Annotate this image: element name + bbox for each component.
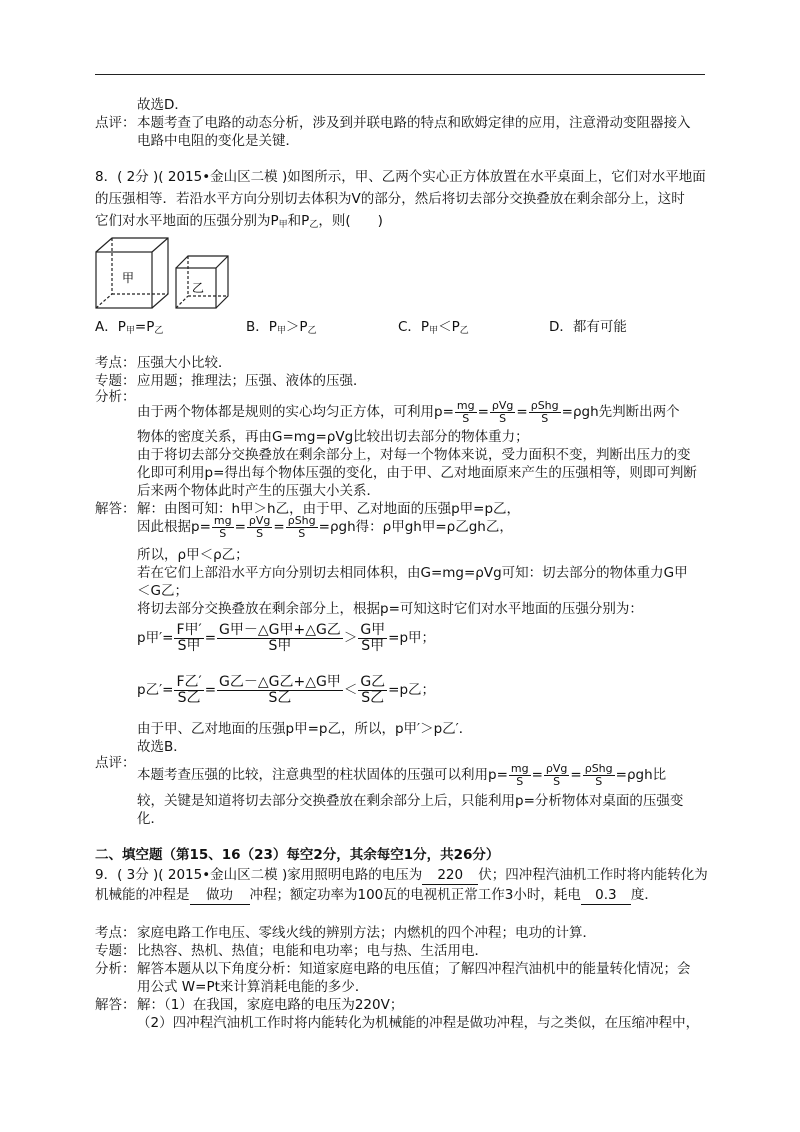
prev-comment-line2: 电路中电阻的变化是关键． bbox=[137, 133, 299, 149]
a8-pingyu-line1: 本题考查压强的比较，注意典型的柱状固体的压强可以利用p= $\frac{mg}{S}$ = $\frac{\text{ρVg}}{S}$ = $\frac{\text{ρShg}}{S}$ =ρgh比 bbox=[137, 761, 667, 788]
a9-fenxi-line1: 解答本题从以下角度分析：知道家庭电路的电压值；了解四冲程汽油机中的能量转化情况；会 bbox=[137, 961, 691, 977]
header-rule bbox=[95, 74, 705, 75]
a9-zhuanti-label: 专题： bbox=[95, 943, 136, 959]
q9-answer-3: 0.3 bbox=[581, 886, 631, 905]
a9-kaodian: 家庭电路工作电压、零线火线的辨别方法；内燃机的四个冲程；电功的计算． bbox=[137, 925, 596, 941]
option-c: C．$P_甲<P_乙$ bbox=[398, 319, 469, 336]
option-a: A．$P_甲=P_乙$ bbox=[95, 319, 164, 336]
a8-jieda-line3: 所以，ρ甲＜ρ乙； bbox=[137, 547, 249, 563]
a8-jieda-line8: 故选B． bbox=[137, 739, 187, 755]
a8-pingyu-line2: 较，关键是知道将切去部分交换叠放在剩余部分上后，只能利用p=分析物体对桌面的压强变 bbox=[137, 793, 684, 809]
a9-jieda-line2: （2）四冲程汽油机工作时将内能转化为机械能的冲程是做功冲程，与之类似，在压缩冲程中， bbox=[137, 1015, 700, 1031]
a8-equation-1: p甲′= $\frac{\text{F甲′}}{\text{S甲}}$ = $\frac{\text{G甲－△G甲+△G乙}}{\text{S甲}}$ ＞ $\frac{\text{G甲}}{\text{S甲}}$ =p甲； bbox=[137, 621, 436, 654]
a8-jieda-line2: 因此根据p= $\frac{mg}{S}$ = $\frac{\text{ρVg}}{S}$ = $\frac{\text{ρShg}}{S}$ =ρgh得：ρ甲gh甲=ρ乙gh乙， bbox=[137, 513, 513, 540]
a8-equation-2: p乙′= $\frac{\text{F乙′}}{\text{S乙}}$ = $\frac{\text{G乙－△G乙+△G甲}}{\text{S乙}}$ ＜ $\frac{\text{G乙}}{\text{S乙}}$ =p乙； bbox=[137, 673, 436, 706]
a9-jieda-label: 解答： bbox=[95, 997, 136, 1013]
a9-zhuanti: 比热容、热机、热值；电能和电功率；电与热、生活用电． bbox=[137, 943, 488, 959]
a8-zhuanti-label: 专题： bbox=[95, 373, 136, 389]
a9-fenxi-line2: 用公式 W=Pt来计算消耗电能的多少． bbox=[137, 979, 369, 995]
a8-fenxi-line3: 由于将切去部分交换叠放在剩余部分上，对每一个物体来说，受力面积不变，判断出压力的变 bbox=[137, 447, 691, 463]
q9-line2: 机械能的冲程是 做功 冲程；额定功率为100瓦的电视机正常工作3小时，耗电 0.3 度． bbox=[95, 887, 658, 903]
option-d: D．都有可能 bbox=[549, 319, 627, 335]
a8-jieda-line1: 解：由图可知：h甲＞h乙，由于甲、乙对地面的压强p甲=p乙， bbox=[137, 501, 521, 517]
cube-b-label: 乙 bbox=[192, 281, 205, 295]
q9-answer-2: 做功 bbox=[190, 886, 250, 905]
q9-line1: 9．( 3分 )( 2015•金山区二模 )家用照明电路的电压为 220 伏；四冲程汽油机工作时将内能转化为 bbox=[95, 867, 708, 883]
a8-jieda-line5: ＜G乙； bbox=[137, 583, 188, 599]
a8-zhuanti: 应用题；推理法；压强、液体的压强． bbox=[137, 373, 367, 389]
a9-fenxi-label: 分析： bbox=[95, 961, 136, 977]
section-title: 二、填空题（第15、16（23）每空2分，其余每空1分，共26分） bbox=[95, 847, 500, 863]
a8-fenxi-label: 分析： bbox=[95, 389, 136, 405]
a8-jieda-line4: 若在它们上部沿水平方向分别切去相同体积，由G=mg=ρVg可知：切去部分的物体重力G甲 bbox=[137, 565, 688, 581]
prev-comment-line1: 本题考查了电路的动态分析，涉及到并联电路的特点和欧姆定律的应用，注意滑动变阻器接入 bbox=[137, 115, 691, 131]
q8-line1: 8．( 2分 )( 2015•金山区二模 )如图所示，甲、乙两个实心正方体放置在水平桌面上，它们对水平地面 bbox=[95, 169, 706, 185]
a8-jieda-line6: 将切去部分交换叠放在剩余部分上，根据p=可知这时它们对水平地面的压强分别为： bbox=[137, 601, 643, 617]
a8-pingyu-line3: 化． bbox=[137, 811, 164, 827]
a8-kaodian-label: 考点： bbox=[95, 355, 136, 371]
cube-a-label: 甲 bbox=[122, 271, 135, 285]
a8-jieda-label: 解答： bbox=[95, 501, 136, 517]
q8-line2: 的压强相等．若沿水平方向分别切去体积为V的部分，然后将切去部分交换叠放在剩余部分上，这时 bbox=[95, 191, 685, 207]
a8-fenxi-line5: 后来两个物体此时产生的压强大小关系． bbox=[137, 483, 380, 499]
a8-fenxi-line4: 化即可利用p=得出每个物体压强的变化，由于甲、乙对地面原来产生的压强相等，则即可判断 bbox=[137, 465, 697, 481]
q8-figure bbox=[94, 236, 254, 312]
a8-fenxi-line1: 由于两个物体都是规则的实心均匀正方体，可利用p= $\frac{mg}{S}$ = $\frac{\text{ρVg}}{S}$ = $\frac{\text{ρShg}}{S}$ =ρgh先判断出两个 bbox=[137, 398, 680, 425]
a9-kaodian-label: 考点： bbox=[95, 925, 136, 941]
prev-comment-label: 点评： bbox=[95, 115, 136, 131]
a8-fenxi-line2: 物体的密度关系，再由G=mg=ρVg比较出切去部分的物体重力； bbox=[137, 429, 529, 445]
q9-answer-1: 220 bbox=[422, 866, 478, 885]
prev-answer: 故选D． bbox=[137, 97, 188, 113]
a8-pingyu-label: 点评： bbox=[95, 755, 136, 771]
a8-jieda-line7: 由于甲、乙对地面的压强p甲=p乙，所以，p甲′＞p乙′． bbox=[137, 721, 473, 737]
a9-jieda-line1: 解：（1）在我国，家庭电路的电压为220V； bbox=[137, 997, 404, 1013]
q8-line3: 它们对水平地面的压强分别为$P_甲$和$P_乙$，则( ) bbox=[95, 213, 383, 230]
option-b: B．$P_甲>P_乙$ bbox=[246, 319, 317, 336]
a8-kaodian: 压强大小比较． bbox=[137, 355, 232, 371]
